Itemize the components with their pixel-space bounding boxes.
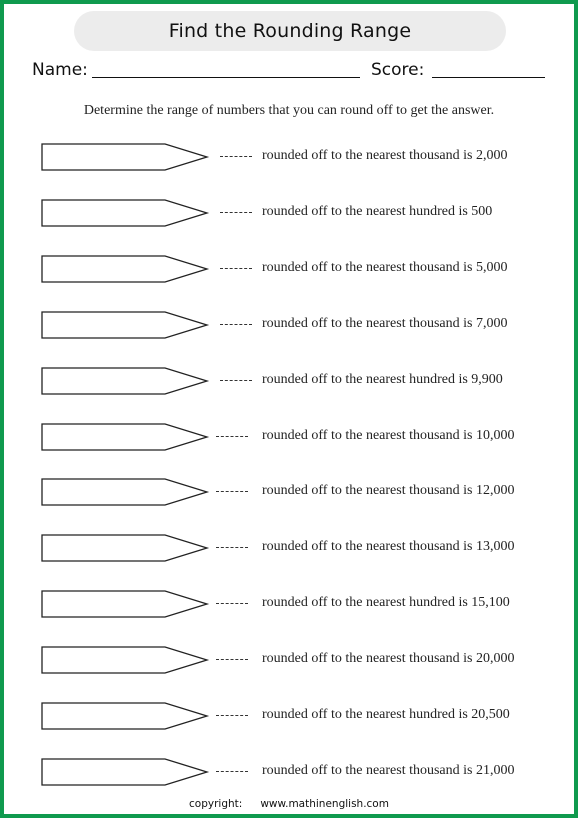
dash-leader: [220, 324, 252, 325]
copyright-label: copyright:: [189, 798, 243, 810]
name-blank[interactable]: [92, 77, 360, 78]
answer-arrow-box[interactable]: [41, 534, 211, 564]
problem-row: [4, 478, 574, 510]
problem-text: rounded off to the nearest thousand is 2,000: [262, 148, 508, 163]
problem-row: [4, 646, 574, 678]
dash-leader: [216, 491, 248, 492]
name-score-row: [32, 60, 552, 86]
footer: [4, 798, 574, 810]
problem-text: rounded off to the nearest hundred is 9,900: [262, 371, 503, 387]
problem-row: [4, 758, 574, 790]
answer-arrow-box[interactable]: [41, 478, 211, 508]
problem-row: [4, 534, 574, 566]
problem-text: rounded off to the nearest thousand is 20,000: [262, 651, 515, 667]
problem-text: rounded off to the nearest thousand is 5,000: [262, 259, 508, 275]
answer-arrow-box[interactable]: [41, 311, 211, 341]
problem-row: [4, 367, 574, 399]
title-banner: [74, 11, 506, 51]
dash-leader: [220, 212, 252, 213]
score-label: Score:: [371, 60, 425, 80]
problem-row: [4, 702, 574, 734]
dash-leader: [220, 156, 252, 157]
answer-arrow-box[interactable]: [41, 143, 211, 173]
problem-text: rounded off to the nearest thousand is 21,000: [262, 762, 515, 778]
problem-row: [4, 255, 574, 287]
dash-leader: [220, 268, 252, 269]
name-label: Name:: [32, 60, 88, 80]
answer-arrow-box[interactable]: [41, 758, 211, 788]
answer-arrow-box[interactable]: [41, 423, 211, 453]
problem-text: rounded off to the nearest thousand is 10,000: [262, 427, 515, 443]
problem-text: rounded off to the nearest thousand is 12,000: [262, 483, 515, 499]
dash-leader: [220, 380, 252, 381]
problem-text: rounded off to the nearest thousand is 13,000: [262, 539, 515, 555]
instructions: Determine the range of numbers that you can round off to get the answer.: [83, 103, 495, 118]
problem-row: [4, 311, 574, 343]
problem-text: rounded off to the nearest hundred is 500: [262, 203, 493, 219]
problem-row: [4, 199, 574, 231]
dash-leader: [216, 603, 248, 604]
problem-row: [4, 423, 574, 455]
dash-leader: [216, 771, 248, 772]
dash-leader: [216, 715, 248, 716]
score-blank[interactable]: [432, 77, 545, 78]
dash-leader: [216, 659, 248, 660]
answer-arrow-box[interactable]: [41, 255, 211, 285]
dash-leader: [216, 547, 248, 548]
problem-text: rounded off to the nearest hundred is 15,100: [262, 595, 510, 611]
page-title: Find the Rounding Range: [168, 20, 412, 42]
answer-arrow-box[interactable]: [41, 367, 211, 397]
answer-arrow-box[interactable]: [41, 199, 211, 229]
dash-leader: [216, 436, 248, 437]
problem-row: [4, 143, 574, 175]
answer-arrow-box[interactable]: [41, 646, 211, 676]
site-url: www.mathinenglish.com: [260, 798, 389, 810]
problem-text: rounded off to the nearest thousand is 7,000: [262, 315, 508, 331]
problem-row: [4, 590, 574, 622]
answer-arrow-box[interactable]: [41, 590, 211, 620]
answer-arrow-box[interactable]: [41, 702, 211, 732]
problem-text: rounded off to the nearest hundred is 20,500: [262, 707, 510, 722]
